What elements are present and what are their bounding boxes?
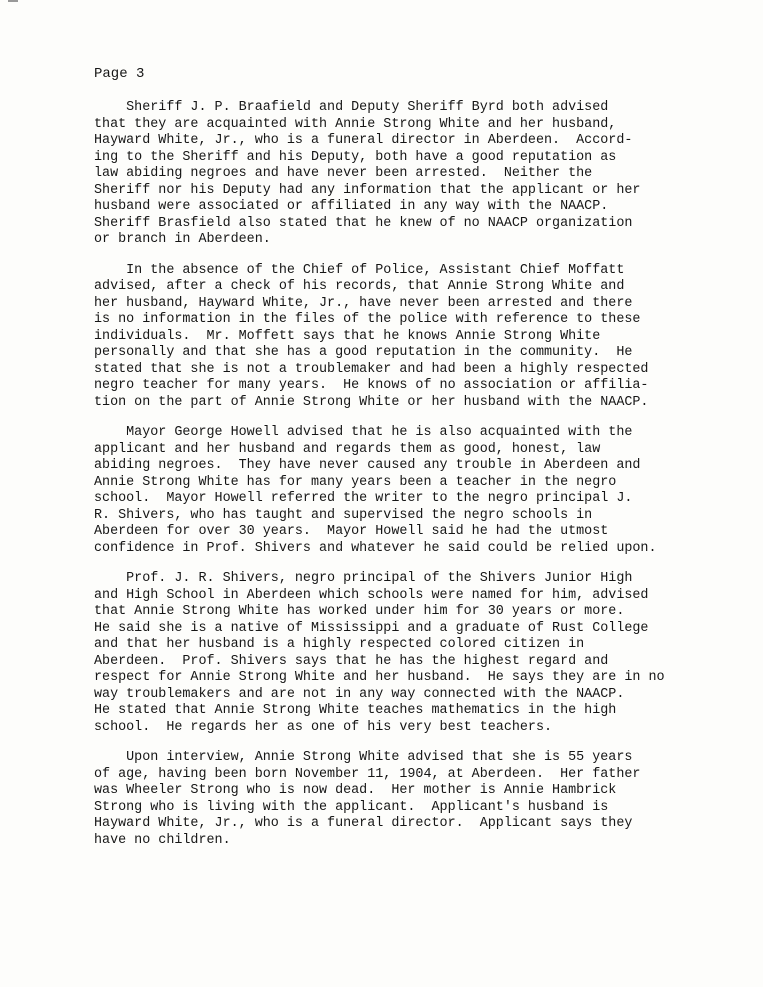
text-line: He said she is a native of Mississippi and a graduate of Rust College [94, 620, 649, 636]
text-line: law abiding negroes and have never been arrested. Neither the [94, 166, 593, 181]
text-line: confidence in Prof. Shivers and whatever he said could be relied upon. [94, 540, 657, 556]
text-line: stated that she is not a troublemaker and had been a highly respected [94, 361, 649, 377]
text-line: Annie Strong White has for many years been a teacher in the negro [94, 474, 617, 490]
text-line: Sheriff Brasfield also stated that he knew of no NAACP organization [94, 215, 633, 231]
text-line: personally and that she has a good reputation in the community. He [94, 345, 633, 360]
page-number: Page 3 [94, 66, 145, 82]
document-body [94, 100, 723, 849]
text-line: her husband, Hayward White, Jr., have never been arrested and there [94, 295, 633, 311]
paragraph-mayor [94, 425, 723, 557]
text-line: is no information in the files of the police with reference to these [94, 312, 641, 327]
text-line: Hayward White, Jr., who is a funeral director in Aberdeen. Accord- [94, 133, 633, 148]
text-line: negro teacher for many years. He knows of no association or affilia- [94, 378, 649, 393]
text-line: Prof. J. R. Shivers, negro principal of the Shivers Junior High [94, 571, 633, 586]
text-line: that Annie Strong White has worked under him for 30 years or more. [94, 604, 625, 619]
text-line: husband were associated or affiliated in any way with the NAACP. [94, 199, 609, 214]
text-line: way troublemakers and are not in any way connected with the NAACP. [94, 686, 625, 702]
text-line: and that her husband is a highly respected colored citizen in [94, 637, 585, 652]
text-line: Aberdeen. Prof. Shivers says that he has the highest regard and [94, 653, 609, 669]
text-line: school. Mayor Howell referred the writer to the negro principal J. [94, 491, 633, 506]
text-line: Upon interview, Annie Strong White advised that she is 55 years [94, 750, 633, 765]
text-line: tion on the part of Annie Strong White or her husband with the NAACP. [94, 394, 649, 410]
text-line: Aberdeen for over 30 years. Mayor Howell said he had the utmost [94, 524, 609, 539]
text-line: Strong who is living with the applicant. Applicant's husband is [94, 799, 609, 815]
text-line: have no children. [94, 832, 231, 848]
text-line: individuals. Mr. Moffett says that he knows Annie Strong White [94, 328, 601, 344]
text-line: of age, having been born November 11, 1904, at Aberdeen. Her father [94, 766, 641, 782]
text-line: He stated that Annie Strong White teaches mathematics in the high [94, 703, 617, 718]
text-line: and High School in Aberdeen which schools were named for him, advised [94, 587, 649, 603]
text-line: or branch in Aberdeen. [94, 232, 271, 247]
text-line: school. He regards her as one of his very best teachers. [94, 719, 553, 735]
text-line: that they are acquainted with Annie Strong White and her husband, [94, 116, 617, 132]
text-line: ing to the Sheriff and his Deputy, both have a good reputation as [94, 149, 617, 165]
text-line: In the absence of the Chief of Police, Assistant Chief Moffatt [94, 262, 625, 278]
paragraph-principal [94, 571, 723, 736]
scan-mark [8, 0, 18, 2]
paragraph-sheriff [94, 100, 723, 249]
text-line: Sheriff J. P. Braafield and Deputy Sheriff Byrd both advised [94, 100, 609, 115]
text-line: Mayor George Howell advised that he is also acquainted with the [94, 425, 633, 440]
text-line: abiding negroes. They have never caused any trouble in Aberdeen and [94, 458, 641, 473]
paragraph-interview [94, 750, 723, 849]
text-line: Sheriff nor his Deputy had any information that the applicant or her [94, 182, 641, 198]
paragraph-police [94, 263, 723, 412]
text-line: advised, after a check of his records, that Annie Strong White and [94, 279, 625, 294]
text-line: Hayward White, Jr., who is a funeral director. Applicant says they [94, 816, 633, 831]
text-line: respect for Annie Strong White and her husband. He says they are in no [94, 670, 665, 685]
text-line: was Wheeler Strong who is now dead. Her mother is Annie Hambrick [94, 783, 617, 798]
text-line: R. Shivers, who has taught and supervised the negro schools in [94, 507, 593, 523]
text-line: applicant and her husband and regards them as good, honest, law [94, 441, 601, 457]
